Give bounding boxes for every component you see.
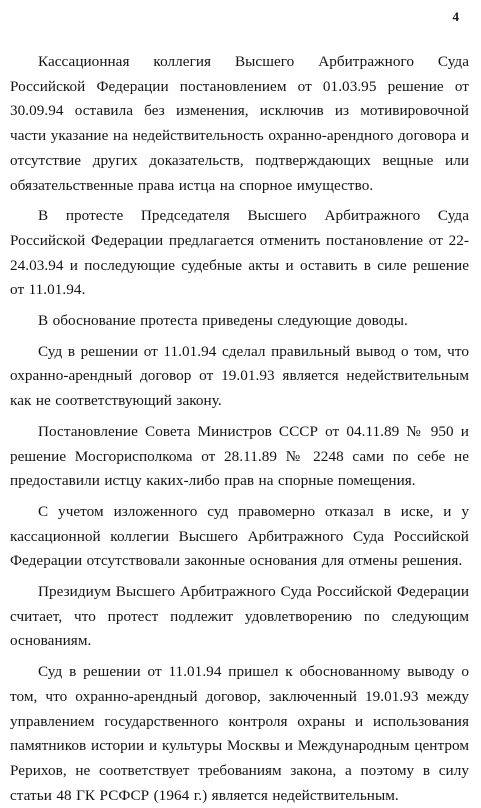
- paragraph-protest-proposal: В протесте Председателя Высшего Арбитражного Суда Российской Федерации предлагается отменить постановление от 22-24.03.94 и последующие судебные акты и оставить в силе решение от 11.01.94.: [10, 207, 469, 299]
- paragraph-court-reasoning: Суд в решении от 11.01.94 пришел к обоснованному выводу о том, что охранно-арендный договор, заключенный 19.01.93 между управлением государственного контроля охраны и использования памятников истории и культуры Москвы и Международным центром Рерихов, не соответствует требованиям закона, а поэтому в силу статьи 48 ГК РСФСР (1964 г.) является недействительным.: [10, 663, 469, 804]
- paragraph-refusal-justified: С учетом изложенного суд правомерно отказал в иске, и у кассационной коллегии Высшего Арбитражного Суда Российской Федерации отсутствовали законные основания для отмены решения.: [10, 502, 469, 570]
- paragraph-council-decree: Постановление Совета Министров СССР от 04.11.89 № 950 и решение Мосгорисполкома от 28.11.89 № 2248 сами по себе не предоставили истцу каких-либо прав на спорные помещения.: [10, 422, 469, 490]
- paragraph-protest-grounds-intro: В обоснование протеста приведены следующие доводы.: [38, 312, 408, 330]
- paragraph-cassation-ruling: Кассационная коллегия Высшего Арбитражного Суда Российской Федерации постановлением от 01.03.95 решение от 30.09.94 оставила без изменения, исключив из мотивировочной части указание на недействительность охранно-арендного договора и отсутствие других доказательств, подтверждающих вещные или обязательственные права истца на спорное имущество.: [10, 53, 469, 194]
- paragraph-court-conclusion: Суд в решении от 11.01.94 сделал правильный вывод о том, что охранно-арендный договор от 19.01.93 является недействительным как не соответствующий закону.: [10, 342, 469, 410]
- paragraph-presidium-opinion: Президиум Высшего Арбитражного Суда Российской Федерации считает, что протест подлежит удовлетворению по следующим основаниям.: [10, 583, 469, 650]
- page-number: 4: [452, 9, 459, 24]
